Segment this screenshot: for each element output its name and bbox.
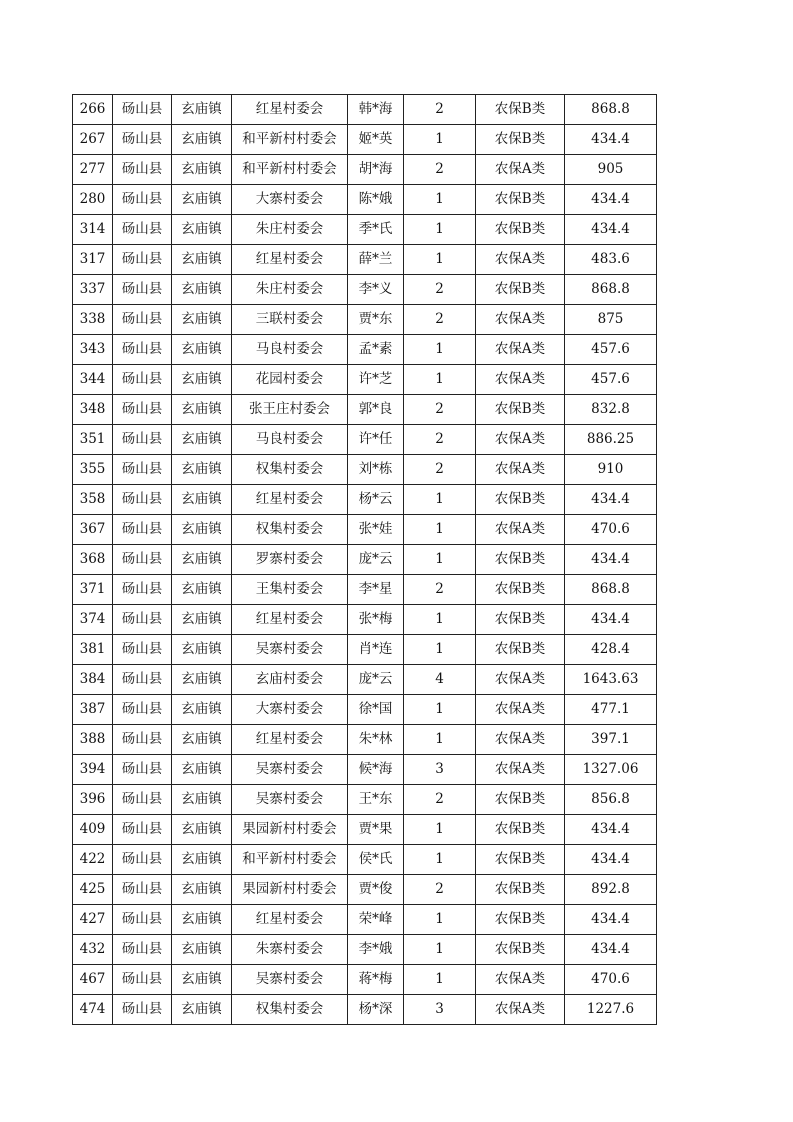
county-cell: 砀山县 xyxy=(113,695,172,725)
household-count-cell: 3 xyxy=(404,755,476,785)
table-row xyxy=(73,815,657,845)
row-id-cell: 343 xyxy=(73,335,113,365)
village-committee-cell: 吴寨村委会 xyxy=(232,635,348,665)
row-id-cell: 409 xyxy=(73,815,113,845)
county-cell: 砀山县 xyxy=(113,335,172,365)
row-id-cell: 358 xyxy=(73,485,113,515)
insurance-category-cell: 农保B类 xyxy=(476,905,565,935)
insurance-category-cell: 农保B类 xyxy=(476,185,565,215)
household-count-cell: 1 xyxy=(404,935,476,965)
insurance-category-cell: 农保A类 xyxy=(476,515,565,545)
village-committee-cell: 马良村委会 xyxy=(232,335,348,365)
amount-cell: 832.8 xyxy=(565,395,657,425)
household-count-cell: 2 xyxy=(404,785,476,815)
county-cell: 砀山县 xyxy=(113,545,172,575)
village-committee-cell: 果园新村村委会 xyxy=(232,875,348,905)
amount-cell: 434.4 xyxy=(565,815,657,845)
village-committee-cell: 红星村委会 xyxy=(232,245,348,275)
insurance-category-cell: 农保A类 xyxy=(476,365,565,395)
insurance-category-cell: 农保A类 xyxy=(476,155,565,185)
village-committee-cell: 吴寨村委会 xyxy=(232,965,348,995)
row-id-cell: 280 xyxy=(73,185,113,215)
person-name-cell: 许*任 xyxy=(348,425,404,455)
amount-cell: 457.6 xyxy=(565,335,657,365)
county-cell: 砀山县 xyxy=(113,245,172,275)
row-id-cell: 422 xyxy=(73,845,113,875)
insurance-category-cell: 农保A类 xyxy=(476,455,565,485)
town-cell: 玄庙镇 xyxy=(172,575,232,605)
table-row xyxy=(73,395,657,425)
town-cell: 玄庙镇 xyxy=(172,185,232,215)
amount-cell: 868.8 xyxy=(565,575,657,605)
county-cell: 砀山县 xyxy=(113,905,172,935)
insurance-category-cell: 农保A类 xyxy=(476,965,565,995)
table-row xyxy=(73,545,657,575)
amount-cell: 397.1 xyxy=(565,725,657,755)
row-id-cell: 381 xyxy=(73,635,113,665)
insurance-category-cell: 农保B类 xyxy=(476,935,565,965)
table-row xyxy=(73,995,657,1025)
table-row xyxy=(73,425,657,455)
row-id-cell: 371 xyxy=(73,575,113,605)
table-row xyxy=(73,635,657,665)
table-row xyxy=(73,215,657,245)
row-id-cell: 367 xyxy=(73,515,113,545)
town-cell: 玄庙镇 xyxy=(172,755,232,785)
table-row xyxy=(73,965,657,995)
village-committee-cell: 朱庄村委会 xyxy=(232,275,348,305)
household-count-cell: 2 xyxy=(404,575,476,605)
household-count-cell: 1 xyxy=(404,485,476,515)
household-count-cell: 1 xyxy=(404,845,476,875)
table-row xyxy=(73,725,657,755)
county-cell: 砀山县 xyxy=(113,755,172,785)
amount-cell: 1227.6 xyxy=(565,995,657,1025)
town-cell: 玄庙镇 xyxy=(172,815,232,845)
village-committee-cell: 权集村委会 xyxy=(232,515,348,545)
person-name-cell: 朱*林 xyxy=(348,725,404,755)
county-cell: 砀山县 xyxy=(113,185,172,215)
village-committee-cell: 罗寨村委会 xyxy=(232,545,348,575)
town-cell: 玄庙镇 xyxy=(172,425,232,455)
household-count-cell: 3 xyxy=(404,995,476,1025)
table-row xyxy=(73,845,657,875)
person-name-cell: 蒋*梅 xyxy=(348,965,404,995)
town-cell: 玄庙镇 xyxy=(172,305,232,335)
person-name-cell: 侯*氏 xyxy=(348,845,404,875)
village-committee-cell: 红星村委会 xyxy=(232,95,348,125)
table-row xyxy=(73,275,657,305)
row-id-cell: 467 xyxy=(73,965,113,995)
person-name-cell: 许*芝 xyxy=(348,365,404,395)
table-row xyxy=(73,935,657,965)
person-name-cell: 候*海 xyxy=(348,755,404,785)
county-cell: 砀山县 xyxy=(113,725,172,755)
insurance-category-cell: 农保B类 xyxy=(476,275,565,305)
row-id-cell: 387 xyxy=(73,695,113,725)
table-row xyxy=(73,245,657,275)
person-name-cell: 肖*连 xyxy=(348,635,404,665)
person-name-cell: 李*娥 xyxy=(348,935,404,965)
insurance-category-cell: 农保B类 xyxy=(476,125,565,155)
town-cell: 玄庙镇 xyxy=(172,395,232,425)
person-name-cell: 胡*海 xyxy=(348,155,404,185)
person-name-cell: 李*星 xyxy=(348,575,404,605)
household-count-cell: 4 xyxy=(404,665,476,695)
person-name-cell: 孟*素 xyxy=(348,335,404,365)
village-committee-cell: 权集村委会 xyxy=(232,995,348,1025)
town-cell: 玄庙镇 xyxy=(172,455,232,485)
insurance-category-cell: 农保B类 xyxy=(476,785,565,815)
row-id-cell: 314 xyxy=(73,215,113,245)
table-row xyxy=(73,875,657,905)
town-cell: 玄庙镇 xyxy=(172,845,232,875)
village-committee-cell: 和平新村村委会 xyxy=(232,845,348,875)
household-count-cell: 1 xyxy=(404,815,476,845)
household-count-cell: 1 xyxy=(404,335,476,365)
person-name-cell: 徐*国 xyxy=(348,695,404,725)
household-count-cell: 2 xyxy=(404,875,476,905)
row-id-cell: 351 xyxy=(73,425,113,455)
insurance-category-cell: 农保B类 xyxy=(476,605,565,635)
amount-cell: 434.4 xyxy=(565,485,657,515)
row-id-cell: 317 xyxy=(73,245,113,275)
county-cell: 砀山县 xyxy=(113,485,172,515)
village-committee-cell: 张王庄村委会 xyxy=(232,395,348,425)
row-id-cell: 355 xyxy=(73,455,113,485)
amount-cell: 905 xyxy=(565,155,657,185)
table-row xyxy=(73,575,657,605)
county-cell: 砀山县 xyxy=(113,995,172,1025)
household-count-cell: 1 xyxy=(404,125,476,155)
amount-cell: 428.4 xyxy=(565,635,657,665)
village-committee-cell: 大寨村委会 xyxy=(232,695,348,725)
county-cell: 砀山县 xyxy=(113,155,172,185)
household-count-cell: 2 xyxy=(404,155,476,185)
county-cell: 砀山县 xyxy=(113,605,172,635)
village-committee-cell: 吴寨村委会 xyxy=(232,755,348,785)
row-id-cell: 396 xyxy=(73,785,113,815)
row-id-cell: 374 xyxy=(73,605,113,635)
town-cell: 玄庙镇 xyxy=(172,965,232,995)
person-name-cell: 庞*云 xyxy=(348,665,404,695)
village-committee-cell: 红星村委会 xyxy=(232,905,348,935)
village-committee-cell: 马良村委会 xyxy=(232,425,348,455)
person-name-cell: 贾*东 xyxy=(348,305,404,335)
household-count-cell: 1 xyxy=(404,635,476,665)
town-cell: 玄庙镇 xyxy=(172,785,232,815)
amount-cell: 457.6 xyxy=(565,365,657,395)
person-name-cell: 杨*云 xyxy=(348,485,404,515)
person-name-cell: 张*梅 xyxy=(348,605,404,635)
table-row xyxy=(73,695,657,725)
town-cell: 玄庙镇 xyxy=(172,635,232,665)
insurance-category-cell: 农保B类 xyxy=(476,395,565,425)
insurance-category-cell: 农保A类 xyxy=(476,755,565,785)
insurance-category-cell: 农保A类 xyxy=(476,725,565,755)
person-name-cell: 杨*深 xyxy=(348,995,404,1025)
village-committee-cell: 大寨村委会 xyxy=(232,185,348,215)
town-cell: 玄庙镇 xyxy=(172,215,232,245)
table-row xyxy=(73,305,657,335)
person-name-cell: 陈*娥 xyxy=(348,185,404,215)
town-cell: 玄庙镇 xyxy=(172,365,232,395)
row-id-cell: 277 xyxy=(73,155,113,185)
village-committee-cell: 和平新村村委会 xyxy=(232,125,348,155)
table-row xyxy=(73,605,657,635)
table-row xyxy=(73,755,657,785)
town-cell: 玄庙镇 xyxy=(172,695,232,725)
amount-cell: 483.6 xyxy=(565,245,657,275)
village-committee-cell: 权集村委会 xyxy=(232,455,348,485)
row-id-cell: 388 xyxy=(73,725,113,755)
insurance-category-cell: 农保B类 xyxy=(476,575,565,605)
amount-cell: 886.25 xyxy=(565,425,657,455)
person-name-cell: 李*义 xyxy=(348,275,404,305)
town-cell: 玄庙镇 xyxy=(172,485,232,515)
county-cell: 砀山县 xyxy=(113,515,172,545)
table-row xyxy=(73,515,657,545)
town-cell: 玄庙镇 xyxy=(172,275,232,305)
row-id-cell: 427 xyxy=(73,905,113,935)
row-id-cell: 267 xyxy=(73,125,113,155)
amount-cell: 434.4 xyxy=(565,905,657,935)
insurance-category-cell: 农保A类 xyxy=(476,665,565,695)
village-committee-cell: 朱寨村委会 xyxy=(232,935,348,965)
town-cell: 玄庙镇 xyxy=(172,245,232,275)
village-committee-cell: 果园新村村委会 xyxy=(232,815,348,845)
person-name-cell: 郭*良 xyxy=(348,395,404,425)
table-row xyxy=(73,665,657,695)
household-count-cell: 2 xyxy=(404,95,476,125)
household-count-cell: 1 xyxy=(404,515,476,545)
household-count-cell: 1 xyxy=(404,605,476,635)
amount-cell: 868.8 xyxy=(565,95,657,125)
insurance-category-cell: 农保A类 xyxy=(476,335,565,365)
amount-cell: 892.8 xyxy=(565,875,657,905)
amount-cell: 434.4 xyxy=(565,185,657,215)
amount-cell: 434.4 xyxy=(565,215,657,245)
person-name-cell: 薛*兰 xyxy=(348,245,404,275)
household-count-cell: 1 xyxy=(404,215,476,245)
village-committee-cell: 朱庄村委会 xyxy=(232,215,348,245)
table-row xyxy=(73,95,657,125)
insurance-category-cell: 农保B类 xyxy=(476,635,565,665)
table-row xyxy=(73,155,657,185)
village-committee-cell: 和平新村村委会 xyxy=(232,155,348,185)
row-id-cell: 337 xyxy=(73,275,113,305)
table-row xyxy=(73,335,657,365)
insurance-category-cell: 农保B类 xyxy=(476,875,565,905)
amount-cell: 434.4 xyxy=(565,545,657,575)
town-cell: 玄庙镇 xyxy=(172,605,232,635)
town-cell: 玄庙镇 xyxy=(172,155,232,185)
insurance-category-cell: 农保B类 xyxy=(476,815,565,845)
household-count-cell: 1 xyxy=(404,905,476,935)
row-id-cell: 266 xyxy=(73,95,113,125)
table-row xyxy=(73,365,657,395)
county-cell: 砀山县 xyxy=(113,815,172,845)
amount-cell: 875 xyxy=(565,305,657,335)
amount-cell: 868.8 xyxy=(565,275,657,305)
town-cell: 玄庙镇 xyxy=(172,335,232,365)
household-count-cell: 1 xyxy=(404,545,476,575)
county-cell: 砀山县 xyxy=(113,305,172,335)
table-row xyxy=(73,125,657,155)
insurance-category-cell: 农保B类 xyxy=(476,95,565,125)
county-cell: 砀山县 xyxy=(113,785,172,815)
amount-cell: 1643.63 xyxy=(565,665,657,695)
row-id-cell: 474 xyxy=(73,995,113,1025)
town-cell: 玄庙镇 xyxy=(172,935,232,965)
town-cell: 玄庙镇 xyxy=(172,875,232,905)
row-id-cell: 425 xyxy=(73,875,113,905)
person-name-cell: 季*氏 xyxy=(348,215,404,245)
county-cell: 砀山县 xyxy=(113,275,172,305)
household-count-cell: 1 xyxy=(404,185,476,215)
county-cell: 砀山县 xyxy=(113,425,172,455)
county-cell: 砀山县 xyxy=(113,95,172,125)
row-id-cell: 344 xyxy=(73,365,113,395)
person-name-cell: 贾*果 xyxy=(348,815,404,845)
county-cell: 砀山县 xyxy=(113,665,172,695)
county-cell: 砀山县 xyxy=(113,845,172,875)
town-cell: 玄庙镇 xyxy=(172,995,232,1025)
town-cell: 玄庙镇 xyxy=(172,515,232,545)
town-cell: 玄庙镇 xyxy=(172,95,232,125)
insurance-category-cell: 农保A类 xyxy=(476,305,565,335)
insurance-category-cell: 农保A类 xyxy=(476,695,565,725)
household-count-cell: 2 xyxy=(404,455,476,485)
insurance-category-cell: 农保A类 xyxy=(476,425,565,455)
town-cell: 玄庙镇 xyxy=(172,125,232,155)
table-row xyxy=(73,455,657,485)
person-name-cell: 庞*云 xyxy=(348,545,404,575)
village-committee-cell: 三联村委会 xyxy=(232,305,348,335)
row-id-cell: 394 xyxy=(73,755,113,785)
town-cell: 玄庙镇 xyxy=(172,545,232,575)
county-cell: 砀山县 xyxy=(113,365,172,395)
village-committee-cell: 红星村委会 xyxy=(232,485,348,515)
row-id-cell: 338 xyxy=(73,305,113,335)
amount-cell: 856.8 xyxy=(565,785,657,815)
person-name-cell: 姬*英 xyxy=(348,125,404,155)
insurance-category-cell: 农保B类 xyxy=(476,545,565,575)
person-name-cell: 王*东 xyxy=(348,785,404,815)
person-name-cell: 贾*俊 xyxy=(348,875,404,905)
county-cell: 砀山县 xyxy=(113,455,172,485)
county-cell: 砀山县 xyxy=(113,215,172,245)
village-committee-cell: 花园村委会 xyxy=(232,365,348,395)
town-cell: 玄庙镇 xyxy=(172,905,232,935)
village-committee-cell: 吴寨村委会 xyxy=(232,785,348,815)
amount-cell: 470.6 xyxy=(565,965,657,995)
table-row xyxy=(73,785,657,815)
county-cell: 砀山县 xyxy=(113,875,172,905)
household-count-cell: 1 xyxy=(404,965,476,995)
insurance-category-cell: 农保B类 xyxy=(476,215,565,245)
county-cell: 砀山县 xyxy=(113,965,172,995)
table-row xyxy=(73,905,657,935)
household-count-cell: 2 xyxy=(404,305,476,335)
household-count-cell: 1 xyxy=(404,725,476,755)
household-count-cell: 1 xyxy=(404,245,476,275)
row-id-cell: 348 xyxy=(73,395,113,425)
insurance-category-cell: 农保B类 xyxy=(476,845,565,875)
village-committee-cell: 王集村委会 xyxy=(232,575,348,605)
row-id-cell: 432 xyxy=(73,935,113,965)
amount-cell: 1327.06 xyxy=(565,755,657,785)
amount-cell: 434.4 xyxy=(565,605,657,635)
table-body xyxy=(73,95,657,1025)
county-cell: 砀山县 xyxy=(113,125,172,155)
household-count-cell: 2 xyxy=(404,425,476,455)
table-row xyxy=(73,185,657,215)
village-committee-cell: 玄庙村委会 xyxy=(232,665,348,695)
county-cell: 砀山县 xyxy=(113,575,172,605)
county-cell: 砀山县 xyxy=(113,395,172,425)
benefit-table xyxy=(72,94,657,1025)
person-name-cell: 刘*栋 xyxy=(348,455,404,485)
insurance-category-cell: 农保B类 xyxy=(476,485,565,515)
town-cell: 玄庙镇 xyxy=(172,665,232,695)
amount-cell: 434.4 xyxy=(565,935,657,965)
town-cell: 玄庙镇 xyxy=(172,725,232,755)
village-committee-cell: 红星村委会 xyxy=(232,605,348,635)
insurance-category-cell: 农保A类 xyxy=(476,245,565,275)
county-cell: 砀山县 xyxy=(113,935,172,965)
person-name-cell: 韩*海 xyxy=(348,95,404,125)
household-count-cell: 1 xyxy=(404,695,476,725)
amount-cell: 477.1 xyxy=(565,695,657,725)
village-committee-cell: 红星村委会 xyxy=(232,725,348,755)
table-row xyxy=(73,485,657,515)
insurance-category-cell: 农保A类 xyxy=(476,995,565,1025)
amount-cell: 910 xyxy=(565,455,657,485)
amount-cell: 470.6 xyxy=(565,515,657,545)
amount-cell: 434.4 xyxy=(565,125,657,155)
household-count-cell: 2 xyxy=(404,395,476,425)
household-count-cell: 2 xyxy=(404,275,476,305)
person-name-cell: 张*娃 xyxy=(348,515,404,545)
household-count-cell: 1 xyxy=(404,365,476,395)
county-cell: 砀山县 xyxy=(113,635,172,665)
row-id-cell: 384 xyxy=(73,665,113,695)
row-id-cell: 368 xyxy=(73,545,113,575)
amount-cell: 434.4 xyxy=(565,845,657,875)
person-name-cell: 荣*峰 xyxy=(348,905,404,935)
